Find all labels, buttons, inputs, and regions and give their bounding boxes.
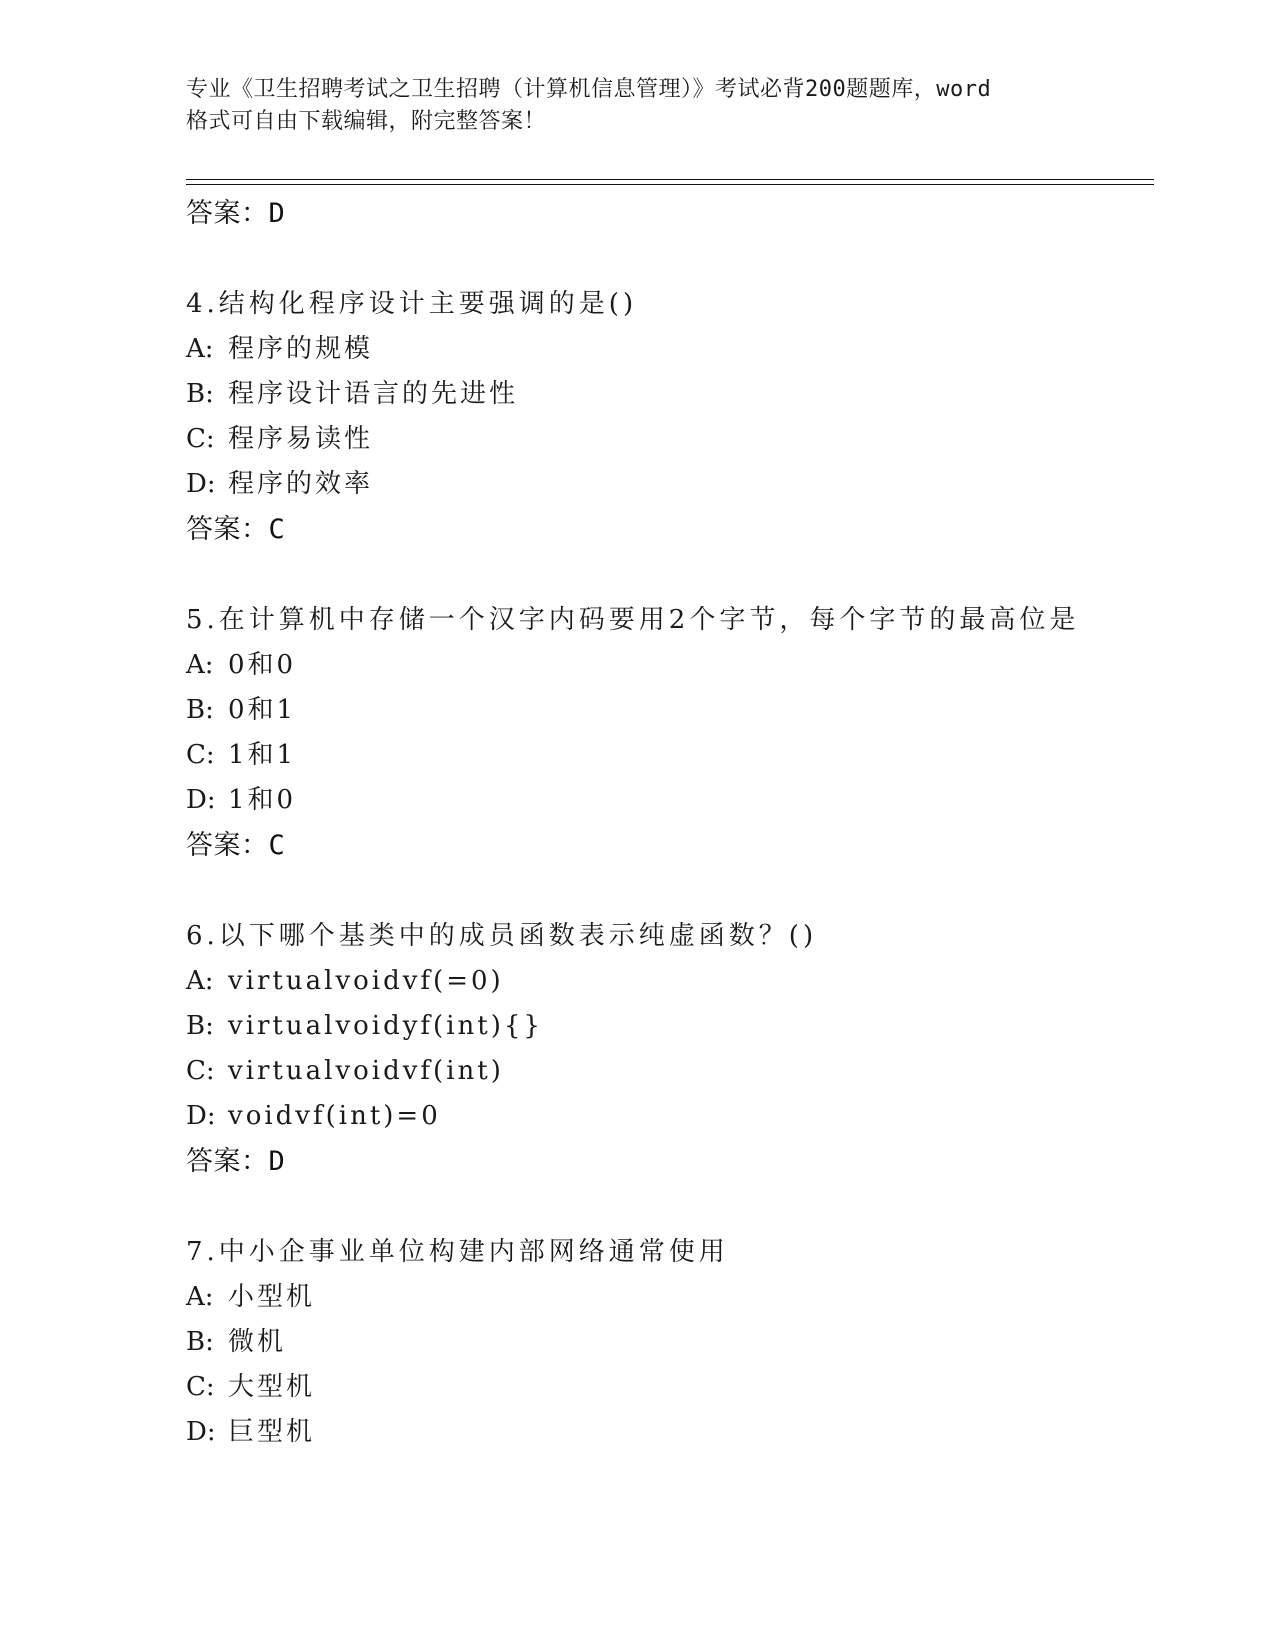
question-text: 5.在计算机中存储一个汉字内码要用2个字节，每个字节的最高位是	[186, 605, 1080, 635]
question-text: 4.结构化程序设计主要强调的是()	[186, 289, 638, 319]
option-label: C:	[186, 1056, 215, 1086]
option-label: A:	[186, 1282, 214, 1312]
option-text: 程序易读性	[228, 424, 374, 454]
option-label: B:	[186, 695, 214, 725]
header-line-1: 专业《卫生招聘考试之卫生招聘（计算机信息管理）》考试必背200题题库，word	[186, 77, 992, 102]
option-text: 1和0	[228, 785, 297, 815]
option-b	[186, 1004, 1154, 1049]
option-label: D:	[186, 1417, 216, 1447]
option-label: D:	[186, 785, 216, 815]
answer-line: 答案：D	[186, 1146, 286, 1177]
option-text: virtualvoidvf(int)	[228, 1056, 504, 1086]
option-text: 0和1	[228, 695, 297, 725]
answer-line: 答案：C	[186, 514, 286, 545]
option-a	[186, 1275, 1154, 1320]
option-text: 0和0	[228, 650, 297, 680]
option-label: D:	[186, 469, 216, 499]
option-d	[186, 1094, 1154, 1139]
option-d	[186, 778, 1154, 823]
option-label: B:	[186, 379, 214, 409]
option-a	[186, 327, 1154, 372]
option-c	[186, 733, 1154, 778]
question-text: 7.中小企事业单位构建内部网络通常使用	[186, 1237, 729, 1267]
header-divider-top	[186, 179, 1154, 180]
option-text: 程序设计语言的先进性	[228, 379, 519, 409]
option-c	[186, 1365, 1154, 1410]
option-label: A:	[186, 966, 214, 996]
header-divider-bottom	[186, 184, 1154, 185]
option-b	[186, 688, 1154, 733]
option-text: 大型机	[228, 1372, 316, 1402]
option-label: A:	[186, 650, 214, 680]
option-label: B:	[186, 1011, 214, 1041]
option-label: C:	[186, 424, 215, 454]
option-text: 程序的效率	[228, 469, 374, 499]
question-text: 6.以下哪个基类中的成员函数表示纯虚函数？()	[186, 921, 818, 951]
option-text: 程序的规模	[228, 334, 374, 364]
option-label: B:	[186, 1327, 214, 1357]
option-text: 巨型机	[228, 1417, 316, 1447]
document-header	[186, 74, 1086, 138]
option-d	[186, 1410, 1154, 1455]
option-text: voidvf(int)=0	[228, 1101, 441, 1131]
option-d	[186, 462, 1154, 507]
option-c	[186, 1049, 1154, 1094]
option-text: 小型机	[228, 1282, 316, 1312]
option-a	[186, 959, 1154, 1004]
option-c	[186, 417, 1154, 462]
answer-line: 答案：C	[186, 830, 286, 861]
option-text: virtualvoidyf(int){}	[228, 1011, 543, 1041]
answer-line: 答案：D	[186, 198, 286, 229]
option-label: C:	[186, 740, 215, 770]
option-label: C:	[186, 1372, 215, 1402]
option-b	[186, 372, 1154, 417]
option-label: D:	[186, 1101, 216, 1131]
option-a	[186, 643, 1154, 688]
header-line-2: 格式可自由下载编辑，附完整答案！	[186, 109, 547, 134]
question-list	[186, 191, 1154, 1455]
option-b	[186, 1320, 1154, 1365]
option-label: A:	[186, 334, 214, 364]
option-text: virtualvoidvf(=0)	[228, 966, 504, 996]
option-text: 1和1	[228, 740, 297, 770]
option-text: 微机	[228, 1327, 287, 1357]
